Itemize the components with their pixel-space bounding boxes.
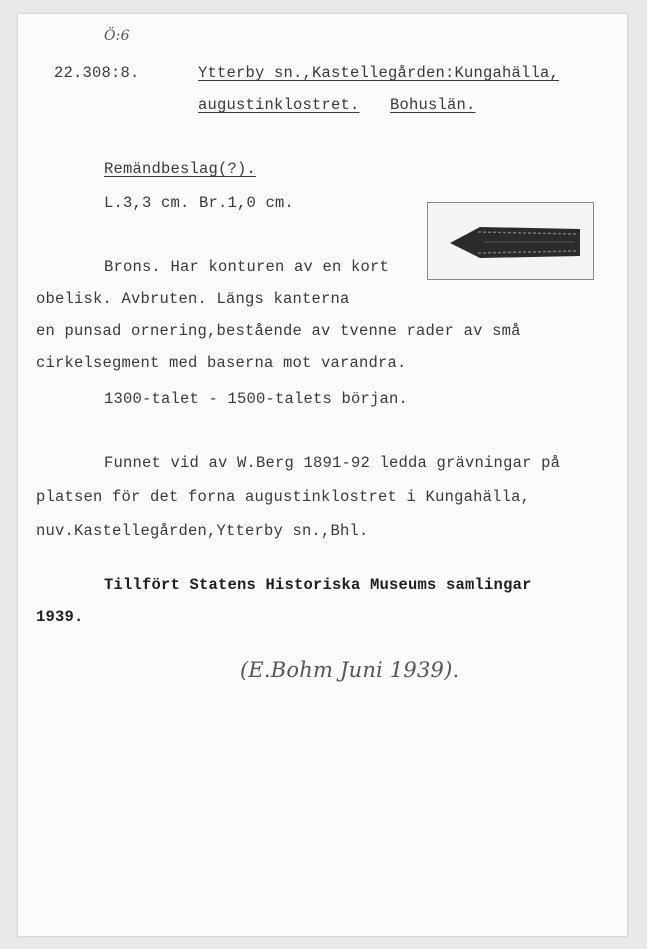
object-name: Remändbeslag(?). — [104, 160, 257, 178]
dating: 1300-talet - 1500-talets början. — [104, 390, 409, 408]
accession-line-2: 1939. — [36, 608, 84, 626]
location-line-2b: Bohuslän. — [390, 96, 476, 114]
catalog-card — [18, 14, 627, 936]
find-info-line-1: Funnet vid av W.Berg 1891-92 ledda grävningar på — [104, 454, 561, 472]
catalog-number: 22.308:8. — [54, 64, 140, 82]
description-line-3: en punsad ornering,bestående av tvenne rader av små — [36, 322, 521, 340]
find-info-line-2: platsen för det forna augustinklostret i Kungahälla, — [36, 488, 531, 506]
corner-mark: Ö:6 — [104, 28, 130, 44]
description-line-2: obelisk. Avbruten. Längs kanterna — [36, 290, 350, 308]
location-line-1: Ytterby sn.,Kastellegården:Kungahälla, — [198, 64, 560, 82]
location-line-2a: augustinklostret. — [198, 96, 360, 114]
bronze-fitting-photo-icon — [428, 203, 593, 279]
find-info-line-3: nuv.Kastellegården,Ytterby sn.,Bhl. — [36, 522, 369, 540]
object-photo — [427, 202, 594, 280]
description-line-4: cirkelsegment med baserna mot varandra. — [36, 354, 407, 372]
description-line-1: Brons. Har konturen av en kort — [104, 258, 390, 276]
dimensions: L.3,3 cm. Br.1,0 cm. — [104, 194, 295, 212]
signature: (E.Bohm Juni 1939). — [240, 658, 460, 682]
accession-line-1: Tillfört Statens Historiska Museums samlingar — [104, 576, 532, 594]
